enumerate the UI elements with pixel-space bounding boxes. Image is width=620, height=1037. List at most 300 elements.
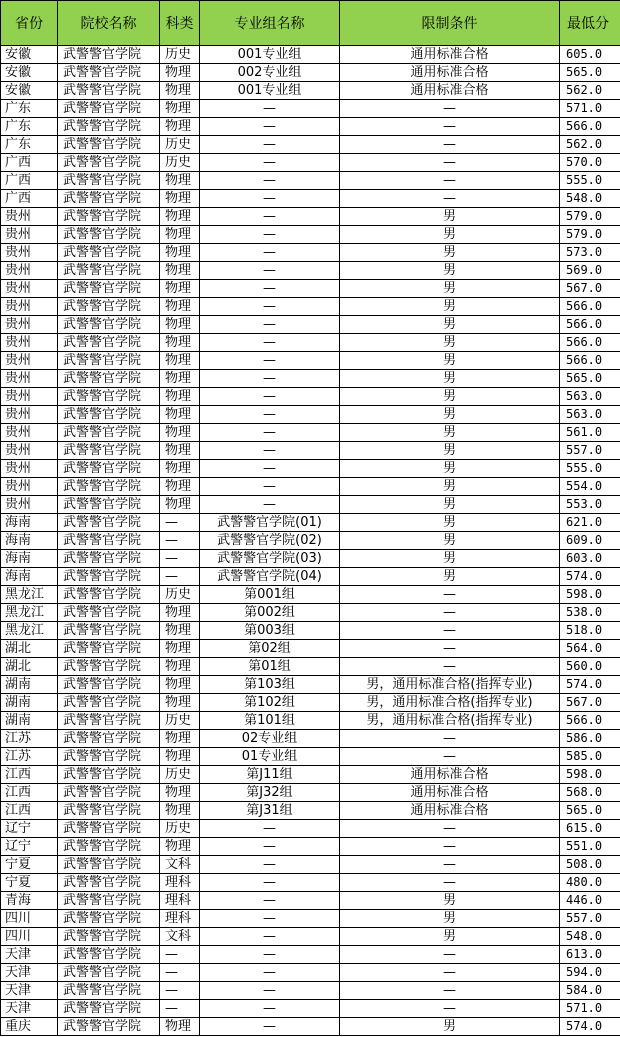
min-score-cell: 566.0	[560, 352, 620, 370]
major-group-cell: 第101组	[200, 712, 340, 730]
restriction-cell: 男	[340, 280, 560, 298]
subject-category-cell: 文科	[160, 856, 200, 874]
min-score-cell: 554.0	[560, 478, 620, 496]
min-score-cell: 566.0	[560, 118, 620, 136]
restriction-cell: 男	[340, 478, 560, 496]
major-group-cell: —	[200, 118, 340, 136]
province-cell: 广西	[1, 172, 58, 190]
table-row	[1, 226, 620, 244]
restriction-cell: 男	[340, 370, 560, 388]
min-score-cell: 562.0	[560, 82, 620, 100]
subject-category-cell: 历史	[160, 136, 200, 154]
school-name-cell: 武警警官学院	[58, 892, 160, 910]
restriction-cell: 男	[340, 208, 560, 226]
table-row	[1, 766, 620, 784]
restriction-cell: —	[340, 604, 560, 622]
province-cell: 江西	[1, 784, 58, 802]
subject-category-cell: —	[160, 532, 200, 550]
major-group-cell: —	[200, 442, 340, 460]
table-row	[1, 676, 620, 694]
subject-category-cell: 物理	[160, 424, 200, 442]
province-cell: 贵州	[1, 208, 58, 226]
major-group-cell: 第02组	[200, 640, 340, 658]
major-group-cell: —	[200, 316, 340, 334]
restriction-cell: —	[340, 730, 560, 748]
major-group-cell: 001专业组	[200, 46, 340, 64]
major-group-cell: —	[200, 136, 340, 154]
restriction-cell: 男	[340, 388, 560, 406]
subject-category-cell: 理科	[160, 892, 200, 910]
min-score-cell: 613.0	[560, 946, 620, 964]
restriction-cell: 男	[340, 298, 560, 316]
restriction-cell: —	[340, 640, 560, 658]
school-name-cell: 武警警官学院	[58, 442, 160, 460]
province-cell: 四川	[1, 910, 58, 928]
restriction-cell: 通用标准合格	[340, 802, 560, 820]
province-cell: 广西	[1, 190, 58, 208]
table-row	[1, 892, 620, 910]
table-row	[1, 406, 620, 424]
school-name-cell: 武警警官学院	[58, 532, 160, 550]
subject-category-cell: 物理	[160, 208, 200, 226]
table-row	[1, 874, 620, 892]
restriction-cell: 男	[340, 496, 560, 514]
table-row	[1, 388, 620, 406]
school-name-cell: 武警警官学院	[58, 82, 160, 100]
major-group-cell: —	[200, 424, 340, 442]
major-group-cell: —	[200, 478, 340, 496]
major-group-cell: 第002组	[200, 604, 340, 622]
major-group-cell: —	[200, 244, 340, 262]
major-group-cell: 第J32组	[200, 784, 340, 802]
restriction-cell: 通用标准合格	[340, 766, 560, 784]
province-cell: 贵州	[1, 370, 58, 388]
restriction-cell: —	[340, 586, 560, 604]
table-row	[1, 172, 620, 190]
min-score-cell: 557.0	[560, 442, 620, 460]
table-row	[1, 856, 620, 874]
min-score-cell: 574.0	[560, 568, 620, 586]
min-score-cell: 569.0	[560, 262, 620, 280]
min-score-cell: 480.0	[560, 874, 620, 892]
province-cell: 湖南	[1, 676, 58, 694]
province-cell: 宁夏	[1, 874, 58, 892]
province-cell: 江苏	[1, 748, 58, 766]
province-cell: 广东	[1, 118, 58, 136]
major-group-cell: 第01组	[200, 658, 340, 676]
province-cell: 贵州	[1, 316, 58, 334]
province-cell: 贵州	[1, 478, 58, 496]
school-name-cell: 武警警官学院	[58, 676, 160, 694]
province-cell: 贵州	[1, 442, 58, 460]
restriction-cell: —	[340, 100, 560, 118]
min-score-cell: 562.0	[560, 136, 620, 154]
school-name-cell: 武警警官学院	[58, 802, 160, 820]
school-name-cell: 武警警官学院	[58, 226, 160, 244]
subject-category-cell: —	[160, 568, 200, 586]
school-name-cell: 武警警官学院	[58, 154, 160, 172]
school-name-cell: 武警警官学院	[58, 352, 160, 370]
province-cell: 贵州	[1, 298, 58, 316]
major-group-cell: —	[200, 460, 340, 478]
table-row	[1, 748, 620, 766]
major-group-cell: —	[200, 226, 340, 244]
subject-category-cell: 物理	[160, 64, 200, 82]
restriction-cell: —	[340, 964, 560, 982]
min-score-cell: 571.0	[560, 100, 620, 118]
major-group-cell: —	[200, 838, 340, 856]
restriction-cell: 男	[340, 460, 560, 478]
table-row	[1, 982, 620, 1000]
table-row	[1, 712, 620, 730]
restriction-cell: 男，通用标准合格(指挥专业)	[340, 676, 560, 694]
subject-category-cell: 物理	[160, 100, 200, 118]
subject-category-cell: 理科	[160, 910, 200, 928]
table-row	[1, 586, 620, 604]
province-cell: 海南	[1, 568, 58, 586]
major-group-cell: 第102组	[200, 694, 340, 712]
province-cell: 贵州	[1, 406, 58, 424]
table-row	[1, 784, 620, 802]
restriction-cell: 男	[340, 442, 560, 460]
restriction-cell: 男，通用标准合格(指挥专业)	[340, 712, 560, 730]
restriction-cell: 男	[340, 424, 560, 442]
min-score-cell: 598.0	[560, 766, 620, 784]
major-group-cell: 武警警官学院(02)	[200, 532, 340, 550]
subject-category-cell: —	[160, 550, 200, 568]
restriction-cell: —	[340, 820, 560, 838]
subject-category-cell: 物理	[160, 460, 200, 478]
subject-category-cell: 物理	[160, 280, 200, 298]
major-group-cell: —	[200, 280, 340, 298]
min-score-cell: 564.0	[560, 640, 620, 658]
major-group-cell: —	[200, 982, 340, 1000]
school-name-cell: 武警警官学院	[58, 460, 160, 478]
major-group-cell: —	[200, 496, 340, 514]
school-name-cell: 武警警官学院	[58, 982, 160, 1000]
province-cell: 贵州	[1, 424, 58, 442]
major-group-cell: 武警警官学院(03)	[200, 550, 340, 568]
province-cell: 贵州	[1, 226, 58, 244]
min-score-cell: 603.0	[560, 550, 620, 568]
table-row	[1, 478, 620, 496]
major-group-cell: —	[200, 856, 340, 874]
school-name-cell: 武警警官学院	[58, 514, 160, 532]
header-major-group: 专业组名称	[200, 1, 340, 46]
major-group-cell: —	[200, 820, 340, 838]
school-name-cell: 武警警官学院	[58, 640, 160, 658]
restriction-cell: —	[340, 172, 560, 190]
school-name-cell: 武警警官学院	[58, 766, 160, 784]
min-score-cell: 574.0	[560, 1018, 620, 1036]
min-score-cell: 561.0	[560, 424, 620, 442]
province-cell: 贵州	[1, 334, 58, 352]
province-cell: 广东	[1, 136, 58, 154]
restriction-cell: —	[340, 982, 560, 1000]
province-cell: 湖北	[1, 658, 58, 676]
table-row	[1, 1018, 620, 1036]
school-name-cell: 武警警官学院	[58, 838, 160, 856]
province-cell: 贵州	[1, 388, 58, 406]
province-cell: 黑龙江	[1, 586, 58, 604]
subject-category-cell: 物理	[160, 406, 200, 424]
table-row	[1, 370, 620, 388]
school-name-cell: 武警警官学院	[58, 262, 160, 280]
province-cell: 广东	[1, 100, 58, 118]
min-score-cell: 548.0	[560, 190, 620, 208]
table-row	[1, 640, 620, 658]
subject-category-cell: 物理	[160, 316, 200, 334]
major-group-cell: —	[200, 874, 340, 892]
subject-category-cell: 物理	[160, 388, 200, 406]
school-name-cell: 武警警官学院	[58, 910, 160, 928]
school-name-cell: 武警警官学院	[58, 928, 160, 946]
min-score-cell: 579.0	[560, 208, 620, 226]
major-group-cell: —	[200, 892, 340, 910]
school-name-cell: 武警警官学院	[58, 280, 160, 298]
subject-category-cell: 物理	[160, 496, 200, 514]
province-cell: 贵州	[1, 244, 58, 262]
table-row	[1, 910, 620, 928]
min-score-cell: 566.0	[560, 316, 620, 334]
province-cell: 重庆	[1, 1018, 58, 1036]
restriction-cell: 男	[340, 316, 560, 334]
province-cell: 湖北	[1, 640, 58, 658]
min-score-cell: 605.0	[560, 46, 620, 64]
table-row	[1, 316, 620, 334]
province-cell: 黑龙江	[1, 604, 58, 622]
subject-category-cell: 物理	[160, 190, 200, 208]
province-cell: 海南	[1, 532, 58, 550]
table-row	[1, 946, 620, 964]
restriction-cell: —	[340, 658, 560, 676]
major-group-cell: 武警警官学院(04)	[200, 568, 340, 586]
school-name-cell: 武警警官学院	[58, 730, 160, 748]
major-group-cell: —	[200, 190, 340, 208]
school-name-cell: 武警警官学院	[58, 190, 160, 208]
table-row	[1, 964, 620, 982]
major-group-cell: 001专业组	[200, 82, 340, 100]
school-name-cell: 武警警官学院	[58, 1018, 160, 1036]
table-row	[1, 802, 620, 820]
min-score-cell: 570.0	[560, 154, 620, 172]
major-group-cell: 第J31组	[200, 802, 340, 820]
province-cell: 安徽	[1, 82, 58, 100]
major-group-cell: —	[200, 964, 340, 982]
header-min-score: 最低分	[560, 1, 620, 46]
major-group-cell: —	[200, 1018, 340, 1036]
table-row	[1, 244, 620, 262]
restriction-cell: 男	[340, 352, 560, 370]
min-score-cell: 560.0	[560, 658, 620, 676]
restriction-cell: 男	[340, 334, 560, 352]
major-group-cell: —	[200, 154, 340, 172]
table-row	[1, 46, 620, 64]
school-name-cell: 武警警官学院	[58, 784, 160, 802]
header-school-name: 院校名称	[58, 1, 160, 46]
restriction-cell: 通用标准合格	[340, 784, 560, 802]
table-row	[1, 1000, 620, 1018]
min-score-cell: 551.0	[560, 838, 620, 856]
major-group-cell: —	[200, 910, 340, 928]
min-score-cell: 566.0	[560, 334, 620, 352]
major-group-cell: —	[200, 352, 340, 370]
subject-category-cell: 物理	[160, 172, 200, 190]
table-row	[1, 280, 620, 298]
school-name-cell: 武警警官学院	[58, 946, 160, 964]
min-score-cell: 566.0	[560, 712, 620, 730]
restriction-cell: —	[340, 118, 560, 136]
min-score-cell: 563.0	[560, 388, 620, 406]
subject-category-cell: 物理	[160, 640, 200, 658]
school-name-cell: 武警警官学院	[58, 586, 160, 604]
subject-category-cell: 物理	[160, 604, 200, 622]
subject-category-cell: 物理	[160, 748, 200, 766]
min-score-cell: 594.0	[560, 964, 620, 982]
province-cell: 海南	[1, 550, 58, 568]
min-score-cell: 615.0	[560, 820, 620, 838]
table-row	[1, 838, 620, 856]
table-row	[1, 262, 620, 280]
restriction-cell: 男	[340, 514, 560, 532]
subject-category-cell: 物理	[160, 676, 200, 694]
min-score-cell: 553.0	[560, 496, 620, 514]
school-name-cell: 武警警官学院	[58, 856, 160, 874]
subject-category-cell: 物理	[160, 784, 200, 802]
header-province: 省份	[1, 1, 58, 46]
province-cell: 贵州	[1, 280, 58, 298]
subject-category-cell: 物理	[160, 622, 200, 640]
subject-category-cell: 物理	[160, 352, 200, 370]
school-name-cell: 武警警官学院	[58, 478, 160, 496]
restriction-cell: 男	[340, 406, 560, 424]
table-row	[1, 82, 620, 100]
school-name-cell: 武警警官学院	[58, 334, 160, 352]
province-cell: 安徽	[1, 64, 58, 82]
min-score-cell: 446.0	[560, 892, 620, 910]
min-score-cell: 571.0	[560, 1000, 620, 1018]
school-name-cell: 武警警官学院	[58, 64, 160, 82]
major-group-cell: —	[200, 334, 340, 352]
subject-category-cell: 物理	[160, 370, 200, 388]
header-row	[1, 1, 620, 46]
min-score-cell: 548.0	[560, 928, 620, 946]
table-row	[1, 820, 620, 838]
school-name-cell: 武警警官学院	[58, 694, 160, 712]
subject-category-cell: 物理	[160, 838, 200, 856]
school-name-cell: 武警警官学院	[58, 604, 160, 622]
major-group-cell: —	[200, 100, 340, 118]
restriction-cell: 男	[340, 226, 560, 244]
major-group-cell: 第J11组	[200, 766, 340, 784]
school-name-cell: 武警警官学院	[58, 100, 160, 118]
major-group-cell: —	[200, 262, 340, 280]
subject-category-cell: 历史	[160, 766, 200, 784]
major-group-cell: 01专业组	[200, 748, 340, 766]
school-name-cell: 武警警官学院	[58, 748, 160, 766]
province-cell: 江西	[1, 766, 58, 784]
restriction-cell: 通用标准合格	[340, 64, 560, 82]
school-name-cell: 武警警官学院	[58, 496, 160, 514]
subject-category-cell: 物理	[160, 478, 200, 496]
school-name-cell: 武警警官学院	[58, 118, 160, 136]
restriction-cell: —	[340, 154, 560, 172]
restriction-cell: 男	[340, 532, 560, 550]
province-cell: 四川	[1, 928, 58, 946]
major-group-cell: 第103组	[200, 676, 340, 694]
table-row	[1, 64, 620, 82]
table-row	[1, 622, 620, 640]
min-score-cell: 566.0	[560, 298, 620, 316]
restriction-cell: —	[340, 1000, 560, 1018]
restriction-cell: —	[340, 874, 560, 892]
major-group-cell: —	[200, 298, 340, 316]
table-row	[1, 424, 620, 442]
min-score-cell: 565.0	[560, 370, 620, 388]
subject-category-cell: 物理	[160, 694, 200, 712]
province-cell: 天津	[1, 982, 58, 1000]
school-name-cell: 武警警官学院	[58, 550, 160, 568]
province-cell: 安徽	[1, 46, 58, 64]
subject-category-cell: 物理	[160, 1018, 200, 1036]
subject-category-cell: 理科	[160, 874, 200, 892]
subject-category-cell: 历史	[160, 712, 200, 730]
subject-category-cell: 物理	[160, 118, 200, 136]
major-group-cell: —	[200, 928, 340, 946]
major-group-cell: 002专业组	[200, 64, 340, 82]
restriction-cell: 男，通用标准合格(指挥专业)	[340, 694, 560, 712]
restriction-cell: —	[340, 136, 560, 154]
school-name-cell: 武警警官学院	[58, 712, 160, 730]
school-name-cell: 武警警官学院	[58, 568, 160, 586]
min-score-cell: 609.0	[560, 532, 620, 550]
major-group-cell: 02专业组	[200, 730, 340, 748]
min-score-cell: 557.0	[560, 910, 620, 928]
school-name-cell: 武警警官学院	[58, 136, 160, 154]
table-row	[1, 496, 620, 514]
table-row	[1, 208, 620, 226]
province-cell: 江苏	[1, 730, 58, 748]
major-group-cell: —	[200, 1000, 340, 1018]
school-name-cell: 武警警官学院	[58, 370, 160, 388]
province-cell: 辽宁	[1, 820, 58, 838]
subject-category-cell: —	[160, 946, 200, 964]
province-cell: 江西	[1, 802, 58, 820]
header-restriction: 限制条件	[340, 1, 560, 46]
subject-category-cell: 物理	[160, 82, 200, 100]
school-name-cell: 武警警官学院	[58, 406, 160, 424]
major-group-cell: —	[200, 388, 340, 406]
subject-category-cell: 物理	[160, 802, 200, 820]
table-header	[1, 1, 620, 46]
min-score-cell: 584.0	[560, 982, 620, 1000]
table-row	[1, 334, 620, 352]
school-name-cell: 武警警官学院	[58, 244, 160, 262]
min-score-cell: 565.0	[560, 802, 620, 820]
table-row	[1, 136, 620, 154]
restriction-cell: 男	[340, 910, 560, 928]
school-name-cell: 武警警官学院	[58, 316, 160, 334]
min-score-cell: 573.0	[560, 244, 620, 262]
major-group-cell: 武警警官学院(01)	[200, 514, 340, 532]
restriction-cell: 男	[340, 1018, 560, 1036]
province-cell: 湖南	[1, 694, 58, 712]
table-row	[1, 928, 620, 946]
school-name-cell: 武警警官学院	[58, 622, 160, 640]
restriction-cell: 男	[340, 928, 560, 946]
min-score-cell: 568.0	[560, 784, 620, 802]
min-score-cell: 538.0	[560, 604, 620, 622]
